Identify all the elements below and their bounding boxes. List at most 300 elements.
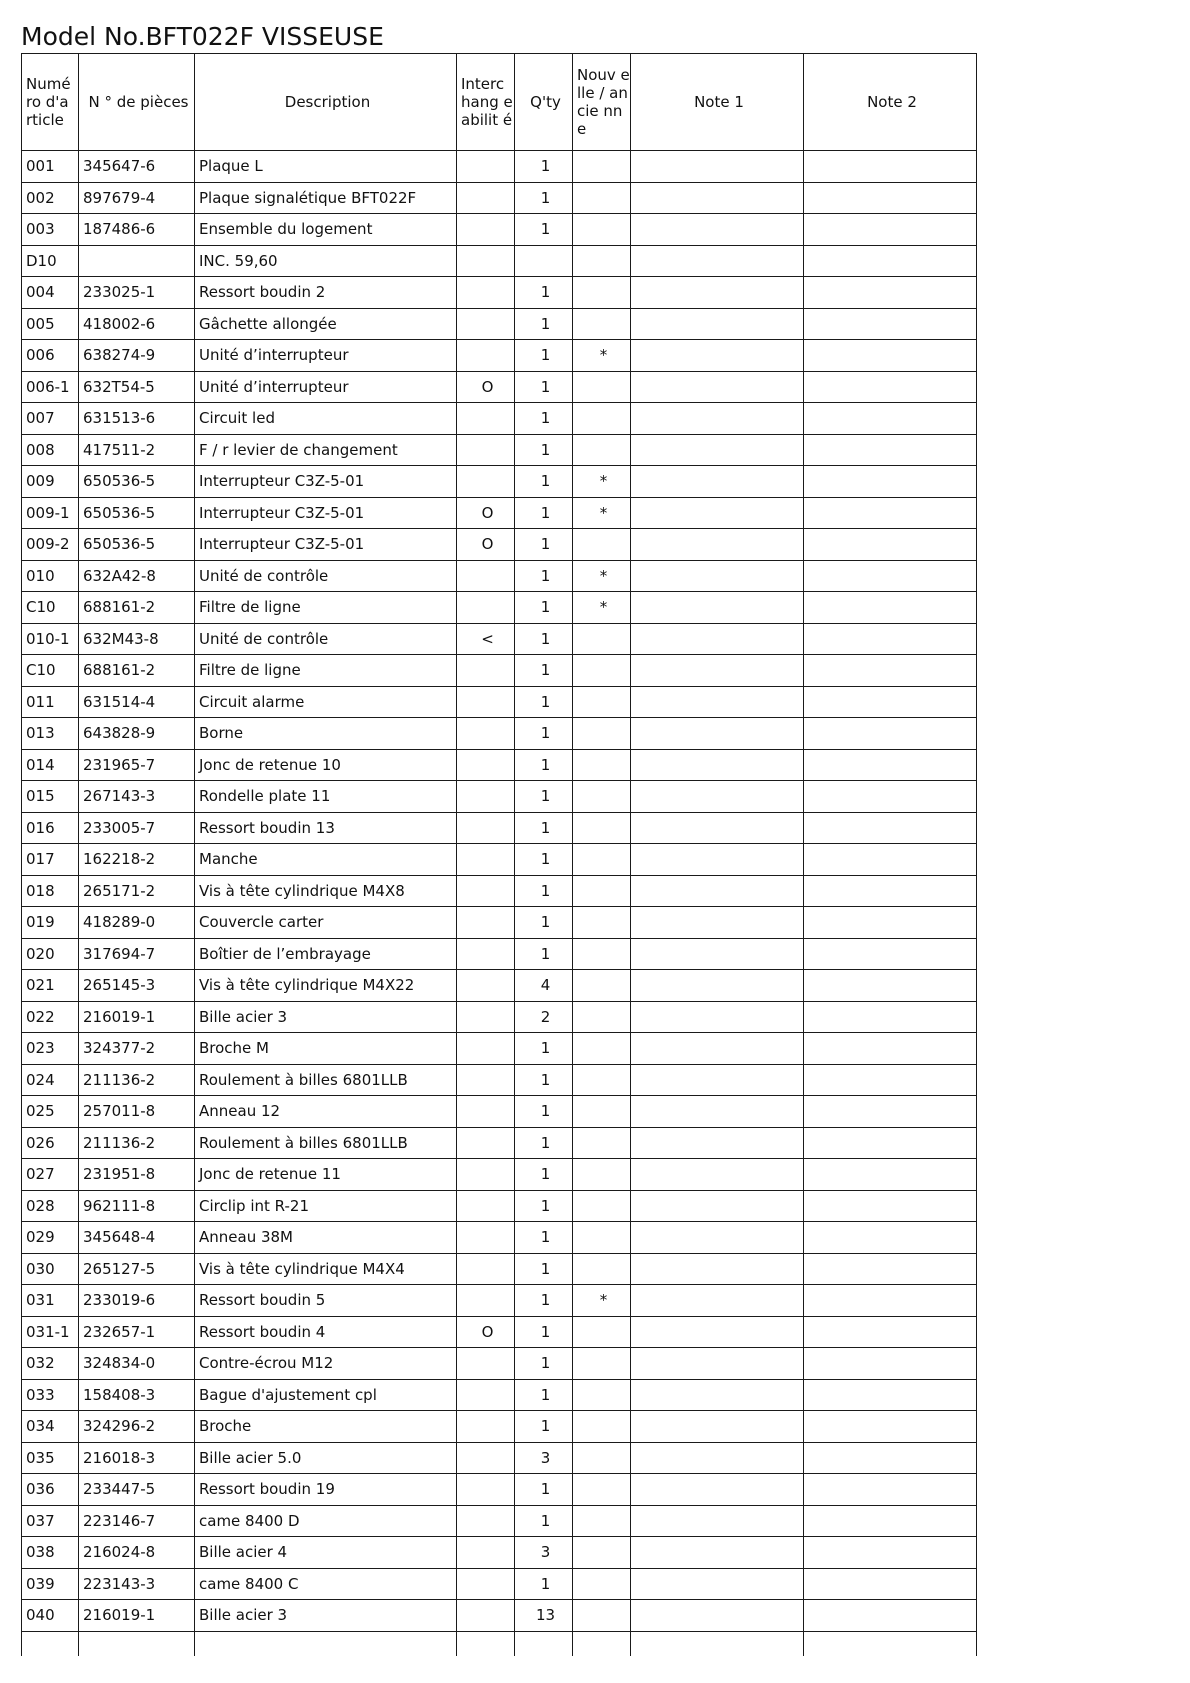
part-number-cell: 324834-0 <box>79 1348 195 1380</box>
empty-cell <box>573 1631 631 1656</box>
description-cell: Manche <box>195 844 457 876</box>
description-cell: Jonc de retenue 10 <box>195 749 457 781</box>
note-2-cell <box>804 277 977 309</box>
note-2-cell <box>804 1222 977 1254</box>
note-2-cell <box>804 1442 977 1474</box>
table-row <box>22 340 977 372</box>
note-2-cell <box>804 1537 977 1569</box>
quantity-cell: 1 <box>515 1411 573 1443</box>
table-row <box>22 1505 977 1537</box>
quantity-cell: 1 <box>515 907 573 939</box>
item-number-cell: 024 <box>22 1064 79 1096</box>
table-row <box>22 1474 977 1506</box>
note-1-cell <box>631 1474 804 1506</box>
interchangeability-cell <box>457 686 515 718</box>
note-2-cell <box>804 340 977 372</box>
item-number-cell: 034 <box>22 1411 79 1443</box>
note-1-cell <box>631 1253 804 1285</box>
note-2-cell <box>804 214 977 246</box>
note-1-cell <box>631 1190 804 1222</box>
note-2-cell <box>804 1474 977 1506</box>
quantity-cell: 1 <box>515 655 573 687</box>
note-1-cell <box>631 655 804 687</box>
new-old-cell <box>573 1001 631 1033</box>
interchangeability-cell <box>457 151 515 183</box>
part-number-cell: 233025-1 <box>79 277 195 309</box>
note-2-cell <box>804 1285 977 1317</box>
quantity-cell: 1 <box>515 403 573 435</box>
part-number-cell: 418002-6 <box>79 308 195 340</box>
note-1-cell <box>631 1096 804 1128</box>
part-number-cell: 631514-4 <box>79 686 195 718</box>
item-number-cell: 038 <box>22 1537 79 1569</box>
empty-cell <box>457 1631 515 1656</box>
table-row <box>22 1537 977 1569</box>
note-1-cell <box>631 214 804 246</box>
quantity-cell: 1 <box>515 812 573 844</box>
table-row <box>22 1568 977 1600</box>
empty-cell <box>515 1631 573 1656</box>
interchangeability-cell <box>457 1600 515 1632</box>
note-1-cell <box>631 277 804 309</box>
note-1-cell <box>631 151 804 183</box>
interchangeability-cell <box>457 245 515 277</box>
table-row-continuation <box>22 1631 977 1656</box>
table-row <box>22 308 977 340</box>
new-old-cell <box>573 1568 631 1600</box>
part-number-cell: 650536-5 <box>79 466 195 498</box>
description-cell: Anneau 38M <box>195 1222 457 1254</box>
interchangeability-cell <box>457 1096 515 1128</box>
item-number-cell: 040 <box>22 1600 79 1632</box>
new-old-cell <box>573 1474 631 1506</box>
description-cell: Borne <box>195 718 457 750</box>
item-number-cell: 022 <box>22 1001 79 1033</box>
part-number-cell: 211136-2 <box>79 1127 195 1159</box>
item-number-cell: 033 <box>22 1379 79 1411</box>
quantity-cell: 1 <box>515 1253 573 1285</box>
part-number-cell: 216018-3 <box>79 1442 195 1474</box>
note-1-cell <box>631 875 804 907</box>
item-number-cell: C10 <box>22 592 79 624</box>
note-1-cell <box>631 340 804 372</box>
new-old-cell <box>573 844 631 876</box>
note-1-cell <box>631 623 804 655</box>
note-1-cell <box>631 1033 804 1065</box>
description-cell: Circuit led <box>195 403 457 435</box>
note-2-cell <box>804 560 977 592</box>
description-cell: came 8400 D <box>195 1505 457 1537</box>
interchangeability-cell <box>457 655 515 687</box>
note-2-cell <box>804 1190 977 1222</box>
interchangeability-cell <box>457 214 515 246</box>
note-1-cell <box>631 686 804 718</box>
quantity-cell: 1 <box>515 560 573 592</box>
new-old-cell <box>573 749 631 781</box>
description-cell: Boîtier de l’embrayage <box>195 938 457 970</box>
note-2-cell <box>804 970 977 1002</box>
note-2-cell <box>804 749 977 781</box>
note-2-cell <box>804 907 977 939</box>
interchangeability-cell <box>457 277 515 309</box>
table-row <box>22 781 977 813</box>
note-2-cell <box>804 1253 977 1285</box>
table-row <box>22 1222 977 1254</box>
column-header-note-1: Note 1 <box>631 54 804 151</box>
quantity-cell: 1 <box>515 151 573 183</box>
part-number-cell: 233019-6 <box>79 1285 195 1317</box>
quantity-cell: 1 <box>515 1064 573 1096</box>
quantity-cell: 1 <box>515 1316 573 1348</box>
interchangeability-cell <box>457 1474 515 1506</box>
note-2-cell <box>804 812 977 844</box>
new-old-cell <box>573 1442 631 1474</box>
part-number-cell: 345648-4 <box>79 1222 195 1254</box>
interchangeability-cell <box>457 907 515 939</box>
description-cell: Roulement à billes 6801LLB <box>195 1064 457 1096</box>
item-number-cell: 009 <box>22 466 79 498</box>
quantity-cell: 1 <box>515 1285 573 1317</box>
part-number-cell: 216019-1 <box>79 1001 195 1033</box>
page-title: Model No.BFT022F VISSEUSE <box>21 22 384 51</box>
description-cell: Broche M <box>195 1033 457 1065</box>
part-number-cell: 233447-5 <box>79 1474 195 1506</box>
item-number-cell: 031-1 <box>22 1316 79 1348</box>
item-number-cell: 021 <box>22 970 79 1002</box>
part-number-cell: 257011-8 <box>79 1096 195 1128</box>
new-old-cell: * <box>573 1285 631 1317</box>
empty-cell <box>22 1631 79 1656</box>
table-row <box>22 875 977 907</box>
interchangeability-cell <box>457 1537 515 1569</box>
item-number-cell: 023 <box>22 1033 79 1065</box>
part-number-cell: 324377-2 <box>79 1033 195 1065</box>
interchangeability-cell <box>457 1159 515 1191</box>
part-number-cell: 265127-5 <box>79 1253 195 1285</box>
quantity-cell: 1 <box>515 592 573 624</box>
interchangeability-cell <box>457 1442 515 1474</box>
new-old-cell <box>573 245 631 277</box>
part-number-cell: 187486-6 <box>79 214 195 246</box>
note-2-cell <box>804 529 977 561</box>
note-1-cell <box>631 1442 804 1474</box>
note-2-cell <box>804 718 977 750</box>
table-row <box>22 529 977 561</box>
item-number-cell: 030 <box>22 1253 79 1285</box>
description-cell: Plaque signalétique BFT022F <box>195 182 457 214</box>
item-number-cell: 027 <box>22 1159 79 1191</box>
note-1-cell <box>631 1285 804 1317</box>
part-number-cell: 638274-9 <box>79 340 195 372</box>
description-cell: Filtre de ligne <box>195 655 457 687</box>
description-cell: came 8400 C <box>195 1568 457 1600</box>
table-row <box>22 844 977 876</box>
part-number-cell: 417511-2 <box>79 434 195 466</box>
note-1-cell <box>631 1568 804 1600</box>
part-number-cell: 688161-2 <box>79 655 195 687</box>
description-cell: Unité de contrôle <box>195 623 457 655</box>
part-number-cell: 158408-3 <box>79 1379 195 1411</box>
new-old-cell <box>573 1064 631 1096</box>
note-2-cell <box>804 371 977 403</box>
new-old-cell: * <box>573 560 631 592</box>
note-2-cell <box>804 844 977 876</box>
quantity-cell: 1 <box>515 497 573 529</box>
description-cell: Unité d’interrupteur <box>195 340 457 372</box>
note-1-cell <box>631 718 804 750</box>
note-2-cell <box>804 1411 977 1443</box>
interchangeability-cell: O <box>457 371 515 403</box>
note-2-cell <box>804 245 977 277</box>
empty-cell <box>195 1631 457 1656</box>
quantity-cell: 1 <box>515 1474 573 1506</box>
part-number-cell: 650536-5 <box>79 529 195 561</box>
item-number-cell: 005 <box>22 308 79 340</box>
part-number-cell: 231951-8 <box>79 1159 195 1191</box>
table-row <box>22 718 977 750</box>
note-1-cell <box>631 1600 804 1632</box>
note-1-cell <box>631 592 804 624</box>
quantity-cell: 1 <box>515 1096 573 1128</box>
quantity-cell: 1 <box>515 340 573 372</box>
item-number-cell: 018 <box>22 875 79 907</box>
note-2-cell <box>804 686 977 718</box>
item-number-cell: 039 <box>22 1568 79 1600</box>
note-2-cell <box>804 182 977 214</box>
part-number-cell: 265145-3 <box>79 970 195 1002</box>
quantity-cell: 1 <box>515 749 573 781</box>
item-number-cell: 016 <box>22 812 79 844</box>
quantity-cell: 1 <box>515 1222 573 1254</box>
description-cell: Bille acier 5.0 <box>195 1442 457 1474</box>
item-number-cell: 031 <box>22 1285 79 1317</box>
description-cell: Bague d'ajustement cpl <box>195 1379 457 1411</box>
table-row <box>22 1285 977 1317</box>
table-row <box>22 1411 977 1443</box>
part-number-cell: 418289-0 <box>79 907 195 939</box>
description-cell: Bille acier 3 <box>195 1600 457 1632</box>
interchangeability-cell <box>457 1568 515 1600</box>
note-2-cell <box>804 434 977 466</box>
empty-cell <box>631 1631 804 1656</box>
item-number-cell: 003 <box>22 214 79 246</box>
column-header-item-number: Numé ro d'a rticle <box>22 54 79 151</box>
table-row <box>22 182 977 214</box>
interchangeability-cell <box>457 1379 515 1411</box>
quantity-cell: 1 <box>515 182 573 214</box>
quantity-cell: 1 <box>515 938 573 970</box>
note-1-cell <box>631 1001 804 1033</box>
part-number-cell: 216019-1 <box>79 1600 195 1632</box>
interchangeability-cell: O <box>457 497 515 529</box>
column-header-quantity: Q'ty <box>515 54 573 151</box>
new-old-cell <box>573 371 631 403</box>
note-1-cell <box>631 1348 804 1380</box>
description-cell: Vis à tête cylindrique M4X8 <box>195 875 457 907</box>
column-header-description: Description <box>195 54 457 151</box>
quantity-cell: 1 <box>515 686 573 718</box>
table-row <box>22 466 977 498</box>
note-1-cell <box>631 844 804 876</box>
new-old-cell <box>573 623 631 655</box>
table-row <box>22 497 977 529</box>
interchangeability-cell <box>457 340 515 372</box>
interchangeability-cell <box>457 970 515 1002</box>
quantity-cell: 1 <box>515 277 573 309</box>
note-2-cell <box>804 1096 977 1128</box>
table-row <box>22 1348 977 1380</box>
new-old-cell <box>573 434 631 466</box>
table-row <box>22 1033 977 1065</box>
description-cell: Interrupteur C3Z-5-01 <box>195 497 457 529</box>
quantity-cell: 1 <box>515 875 573 907</box>
description-cell: Bille acier 4 <box>195 1537 457 1569</box>
note-2-cell <box>804 655 977 687</box>
table-row <box>22 655 977 687</box>
new-old-cell <box>573 1348 631 1380</box>
item-number-cell: 025 <box>22 1096 79 1128</box>
table-row <box>22 686 977 718</box>
note-1-cell <box>631 970 804 1002</box>
description-cell: Gâchette allongée <box>195 308 457 340</box>
description-cell: Interrupteur C3Z-5-01 <box>195 466 457 498</box>
item-number-cell: 035 <box>22 1442 79 1474</box>
quantity-cell: 1 <box>515 214 573 246</box>
interchangeability-cell: O <box>457 529 515 561</box>
part-number-cell: 232657-1 <box>79 1316 195 1348</box>
item-number-cell: 020 <box>22 938 79 970</box>
item-number-cell: 004 <box>22 277 79 309</box>
description-cell: Circuit alarme <box>195 686 457 718</box>
description-cell: Filtre de ligne <box>195 592 457 624</box>
note-2-cell <box>804 1064 977 1096</box>
description-cell: Circlip int R-21 <box>195 1190 457 1222</box>
note-2-cell <box>804 623 977 655</box>
description-cell: Ressort boudin 13 <box>195 812 457 844</box>
note-2-cell <box>804 403 977 435</box>
description-cell: INC. 59,60 <box>195 245 457 277</box>
interchangeability-cell <box>457 1285 515 1317</box>
note-2-cell <box>804 151 977 183</box>
note-1-cell <box>631 245 804 277</box>
item-number-cell: 001 <box>22 151 79 183</box>
new-old-cell <box>573 938 631 970</box>
column-header-new-old: Nouv elle / ancie nne <box>573 54 631 151</box>
table-row <box>22 623 977 655</box>
quantity-cell: 1 <box>515 718 573 750</box>
item-number-cell: 010-1 <box>22 623 79 655</box>
item-number-cell: 010 <box>22 560 79 592</box>
note-1-cell <box>631 1222 804 1254</box>
item-number-cell: 017 <box>22 844 79 876</box>
note-1-cell <box>631 466 804 498</box>
quantity-cell: 1 <box>515 1568 573 1600</box>
table-row <box>22 1064 977 1096</box>
item-number-cell: 006-1 <box>22 371 79 403</box>
quantity-cell: 1 <box>515 434 573 466</box>
description-cell: Ressort boudin 2 <box>195 277 457 309</box>
item-number-cell: 009-2 <box>22 529 79 561</box>
interchangeability-cell <box>457 1253 515 1285</box>
note-1-cell <box>631 529 804 561</box>
note-1-cell <box>631 1159 804 1191</box>
part-number-cell: 265171-2 <box>79 875 195 907</box>
quantity-cell: 1 <box>515 371 573 403</box>
part-number-cell: 211136-2 <box>79 1064 195 1096</box>
item-number-cell: 011 <box>22 686 79 718</box>
interchangeability-cell <box>457 1222 515 1254</box>
new-old-cell <box>573 1159 631 1191</box>
description-cell: Unité d’interrupteur <box>195 371 457 403</box>
note-2-cell <box>804 497 977 529</box>
note-1-cell <box>631 371 804 403</box>
item-number-cell: 015 <box>22 781 79 813</box>
table-row <box>22 1253 977 1285</box>
description-cell: Rondelle plate 11 <box>195 781 457 813</box>
note-2-cell <box>804 1379 977 1411</box>
part-number-cell: 632A42-8 <box>79 560 195 592</box>
item-number-cell: 036 <box>22 1474 79 1506</box>
note-2-cell <box>804 466 977 498</box>
part-number-cell: 650536-5 <box>79 497 195 529</box>
new-old-cell <box>573 214 631 246</box>
new-old-cell <box>573 1222 631 1254</box>
description-cell: Ensemble du logement <box>195 214 457 246</box>
part-number-cell: 897679-4 <box>79 182 195 214</box>
description-cell: Ressort boudin 4 <box>195 1316 457 1348</box>
table-row <box>22 970 977 1002</box>
part-number-cell: 162218-2 <box>79 844 195 876</box>
note-2-cell <box>804 1316 977 1348</box>
table-row <box>22 403 977 435</box>
new-old-cell <box>573 1379 631 1411</box>
part-number-cell: 233005-7 <box>79 812 195 844</box>
new-old-cell <box>573 1411 631 1443</box>
table-row <box>22 749 977 781</box>
note-2-cell <box>804 592 977 624</box>
description-cell: Couvercle carter <box>195 907 457 939</box>
note-2-cell <box>804 1033 977 1065</box>
interchangeability-cell <box>457 844 515 876</box>
item-number-cell: C10 <box>22 655 79 687</box>
item-number-cell: 026 <box>22 1127 79 1159</box>
new-old-cell <box>573 1127 631 1159</box>
parts-table <box>21 53 977 1656</box>
table-header-row <box>22 54 977 151</box>
part-number-cell: 223146-7 <box>79 1505 195 1537</box>
note-1-cell <box>631 182 804 214</box>
new-old-cell <box>573 1537 631 1569</box>
interchangeability-cell <box>457 434 515 466</box>
note-2-cell <box>804 1001 977 1033</box>
table-row <box>22 214 977 246</box>
part-number-cell: 231965-7 <box>79 749 195 781</box>
part-number-cell: 688161-2 <box>79 592 195 624</box>
parts-table-body <box>22 151 977 1656</box>
item-number-cell: 009-1 <box>22 497 79 529</box>
note-1-cell <box>631 1537 804 1569</box>
description-cell: Jonc de retenue 11 <box>195 1159 457 1191</box>
new-old-cell <box>573 655 631 687</box>
interchangeability-cell <box>457 1505 515 1537</box>
note-2-cell <box>804 1600 977 1632</box>
part-number-cell: 345647-6 <box>79 151 195 183</box>
description-cell: Unité de contrôle <box>195 560 457 592</box>
table-row <box>22 1442 977 1474</box>
table-row <box>22 1127 977 1159</box>
quantity-cell: 1 <box>515 1348 573 1380</box>
new-old-cell: * <box>573 466 631 498</box>
